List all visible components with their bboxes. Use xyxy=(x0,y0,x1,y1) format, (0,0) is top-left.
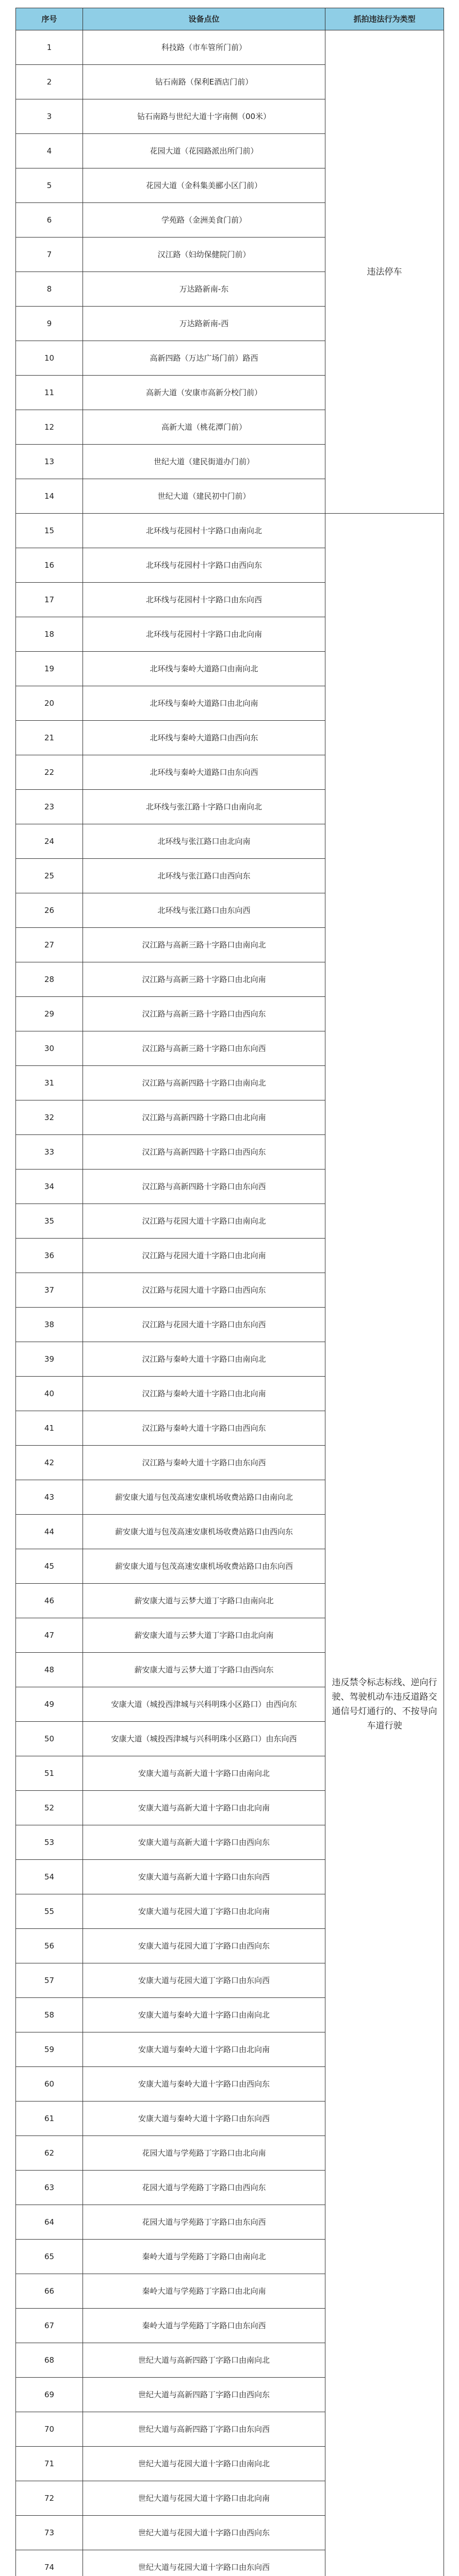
row-number: 73 xyxy=(16,2516,83,2550)
row-location: 薪安康大道与云梦大道丁字路口由南向北 xyxy=(83,1584,325,1618)
row-number: 25 xyxy=(16,859,83,893)
row-location: 学苑路（金洲美食门前） xyxy=(83,203,325,238)
row-number: 4 xyxy=(16,134,83,168)
row-location: 汉江路与高新三路十字路口由东向西 xyxy=(83,1031,325,1066)
row-location: 花园大道（花园路派出所门前） xyxy=(83,134,325,168)
row-location: 钻石南路与世纪大道十字南侧（00米） xyxy=(83,99,325,134)
row-number: 2 xyxy=(16,65,83,99)
row-number: 24 xyxy=(16,824,83,859)
row-location: 北环线与花园村十字路口由北向南 xyxy=(83,617,325,652)
header-no: 序号 xyxy=(16,8,83,30)
row-location: 汉江路与秦岭大道十字路口由西向东 xyxy=(83,1411,325,1446)
row-location: 世纪大道与花园大道十字路口由东向西 xyxy=(83,2550,325,2576)
row-location: 汉江路与秦岭大道十字路口由南向北 xyxy=(83,1342,325,1377)
row-number: 13 xyxy=(16,445,83,479)
row-location: 安康大道与秦岭大道十字路口由西向东 xyxy=(83,2067,325,2102)
row-number: 59 xyxy=(16,2032,83,2067)
row-number: 64 xyxy=(16,2205,83,2240)
row-number: 51 xyxy=(16,1756,83,1791)
row-number: 5 xyxy=(16,168,83,203)
row-location: 薪安康大道与包茂高速安康机场收费站路口由东向西 xyxy=(83,1549,325,1584)
row-number: 61 xyxy=(16,2102,83,2136)
row-number: 52 xyxy=(16,1791,83,1825)
row-number: 28 xyxy=(16,962,83,997)
row-number: 62 xyxy=(16,2136,83,2171)
row-location: 汉江路与高新四路十字路口由北向南 xyxy=(83,1100,325,1135)
row-number: 39 xyxy=(16,1342,83,1377)
row-number: 8 xyxy=(16,272,83,307)
row-location: 秦岭大道与学苑路丁字路口由东向西 xyxy=(83,2309,325,2343)
row-location: 北环线与秦岭大道路口由北向南 xyxy=(83,686,325,721)
row-number: 63 xyxy=(16,2171,83,2205)
row-number: 67 xyxy=(16,2309,83,2343)
row-location: 秦岭大道与学苑路丁字路口由南向北 xyxy=(83,2240,325,2274)
row-location: 钻石南路（保利E酒店门前） xyxy=(83,65,325,99)
row-number: 31 xyxy=(16,1066,83,1100)
row-location: 北环线与秦岭大道路口由西向东 xyxy=(83,721,325,755)
row-location: 世纪大道与高新四路丁字路口由东向西 xyxy=(83,2412,325,2447)
row-number: 45 xyxy=(16,1549,83,1584)
row-location: 北环线与张江路口由东向西 xyxy=(83,893,325,928)
row-location: 花园大道与学苑路丁字路口由东向西 xyxy=(83,2205,325,2240)
row-number: 49 xyxy=(16,1687,83,1722)
row-number: 60 xyxy=(16,2067,83,2102)
row-location: 安康大道与花园大道丁字路口由西向东 xyxy=(83,1929,325,1963)
row-location: 汉江路与秦岭大道十字路口由北向南 xyxy=(83,1377,325,1411)
row-location: 汉江路与高新四路十字路口由西向东 xyxy=(83,1135,325,1170)
row-number: 14 xyxy=(16,479,83,514)
row-number: 42 xyxy=(16,1446,83,1480)
row-location: 花园大道与学苑路丁字路口由北向南 xyxy=(83,2136,325,2171)
header-violation-type: 抓拍违法行为类型 xyxy=(325,8,444,30)
row-number: 44 xyxy=(16,1515,83,1549)
row-location: 北环线与花园村十字路口由南向北 xyxy=(83,514,325,548)
row-location: 薪安康大道与包茂高速安康机场收费站路口由南向北 xyxy=(83,1480,325,1515)
row-location: 世纪大道与高新四路丁字路口由西向东 xyxy=(83,2378,325,2412)
row-number: 33 xyxy=(16,1135,83,1170)
row-location: 安康大道（城投西津城与兴科明珠小区路口）由西向东 xyxy=(83,1687,325,1722)
row-number: 74 xyxy=(16,2550,83,2576)
row-number: 37 xyxy=(16,1273,83,1308)
table-header-row xyxy=(16,8,444,30)
row-number: 26 xyxy=(16,893,83,928)
row-number: 43 xyxy=(16,1480,83,1515)
row-location: 世纪大道与花园大道十字路口由西向东 xyxy=(83,2516,325,2550)
row-location: 汉江路与花园大道十字路口由南向北 xyxy=(83,1204,325,1239)
row-location: 汉江路（妇幼保健院门前） xyxy=(83,238,325,272)
row-number: 27 xyxy=(16,928,83,962)
row-number: 20 xyxy=(16,686,83,721)
row-number: 10 xyxy=(16,341,83,376)
row-location: 安康大道与高新大道十字路口由北向南 xyxy=(83,1791,325,1825)
row-location: 薪安康大道与云梦大道丁字路口由西向东 xyxy=(83,1653,325,1687)
row-location: 科技路（市车管所门前） xyxy=(83,30,325,65)
row-location: 安康大道与秦岭大道十字路口由南向北 xyxy=(83,1998,325,2032)
table-body xyxy=(16,30,444,2576)
row-number: 29 xyxy=(16,997,83,1031)
row-location: 安康大道与高新大道十字路口由南向北 xyxy=(83,1756,325,1791)
row-number: 12 xyxy=(16,410,83,445)
row-number: 9 xyxy=(16,307,83,341)
row-number: 68 xyxy=(16,2343,83,2378)
row-location: 北环线与张江路口由西向东 xyxy=(83,859,325,893)
device-table xyxy=(15,8,444,2576)
row-number: 30 xyxy=(16,1031,83,1066)
row-number: 66 xyxy=(16,2274,83,2309)
row-number: 21 xyxy=(16,721,83,755)
row-location: 汉江路与秦岭大道十字路口由东向西 xyxy=(83,1446,325,1480)
row-location: 安康大道与高新大道十字路口由西向东 xyxy=(83,1825,325,1860)
row-number: 58 xyxy=(16,1998,83,2032)
row-location: 万达路新南-东 xyxy=(83,272,325,307)
row-number: 69 xyxy=(16,2378,83,2412)
row-location: 秦岭大道与学苑路丁字路口由北向南 xyxy=(83,2274,325,2309)
row-location: 安康大道与花园大道丁字路口由东向西 xyxy=(83,1963,325,1998)
row-number: 19 xyxy=(16,652,83,686)
row-location: 高新大道（桃花潭门前） xyxy=(83,410,325,445)
row-location: 安康大道（城投西津城与兴科明珠小区路口）由东向西 xyxy=(83,1722,325,1756)
row-number: 38 xyxy=(16,1308,83,1342)
row-location: 北环线与花园村十字路口由西向东 xyxy=(83,548,325,583)
row-number: 3 xyxy=(16,99,83,134)
row-location: 北环线与张江路口由北向南 xyxy=(83,824,325,859)
row-number: 71 xyxy=(16,2447,83,2481)
row-location: 薪安康大道与包茂高速安康机场收费站路口由西向东 xyxy=(83,1515,325,1549)
row-location: 安康大道与高新大道十字路口由东向西 xyxy=(83,1860,325,1894)
row-location: 花园大道与学苑路丁字路口由西向东 xyxy=(83,2171,325,2205)
row-location: 汉江路与高新四路十字路口由南向北 xyxy=(83,1066,325,1100)
table-row xyxy=(16,30,444,65)
row-number: 40 xyxy=(16,1377,83,1411)
row-number: 53 xyxy=(16,1825,83,1860)
row-location: 汉江路与高新三路十字路口由北向南 xyxy=(83,962,325,997)
row-location: 汉江路与高新三路十字路口由西向东 xyxy=(83,997,325,1031)
row-number: 32 xyxy=(16,1100,83,1135)
row-location: 汉江路与高新三路十字路口由南向北 xyxy=(83,928,325,962)
row-location: 安康大道与花园大道丁字路口由北向南 xyxy=(83,1894,325,1929)
row-location: 汉江路与花园大道十字路口由西向东 xyxy=(83,1273,325,1308)
row-number: 55 xyxy=(16,1894,83,1929)
row-number: 57 xyxy=(16,1963,83,1998)
table-row xyxy=(16,514,444,548)
row-location: 世纪大道与花园大道十字路口由南向北 xyxy=(83,2447,325,2481)
row-number: 1 xyxy=(16,30,83,65)
row-location: 世纪大道与花园大道十字路口由北向南 xyxy=(83,2481,325,2516)
row-number: 46 xyxy=(16,1584,83,1618)
row-number: 65 xyxy=(16,2240,83,2274)
row-number: 48 xyxy=(16,1653,83,1687)
row-number: 16 xyxy=(16,548,83,583)
row-location: 北环线与秦岭大道路口由东向西 xyxy=(83,755,325,790)
row-location: 汉江路与花园大道十字路口由北向南 xyxy=(83,1239,325,1273)
row-location: 汉江路与高新四路十字路口由东向西 xyxy=(83,1170,325,1204)
row-location: 万达路新南-西 xyxy=(83,307,325,341)
row-number: 15 xyxy=(16,514,83,548)
row-number: 50 xyxy=(16,1722,83,1756)
row-location: 高新大道（安康市高新分校门前） xyxy=(83,376,325,410)
row-location: 世纪大道（建民初中门前） xyxy=(83,479,325,514)
row-location: 高新四路（万达广场门前）路西 xyxy=(83,341,325,376)
row-number: 47 xyxy=(16,1618,83,1653)
row-location: 北环线与张江路十字路口由南向北 xyxy=(83,790,325,824)
row-number: 11 xyxy=(16,376,83,410)
row-number: 34 xyxy=(16,1170,83,1204)
row-number: 18 xyxy=(16,617,83,652)
row-number: 6 xyxy=(16,203,83,238)
violation-type-cell: 违法停车 xyxy=(325,30,444,514)
row-location: 世纪大道（建民街道办门前） xyxy=(83,445,325,479)
row-number: 35 xyxy=(16,1204,83,1239)
row-number: 54 xyxy=(16,1860,83,1894)
row-location: 北环线与秦岭大道路口由南向北 xyxy=(83,652,325,686)
row-number: 23 xyxy=(16,790,83,824)
header-location: 设备点位 xyxy=(83,8,325,30)
row-number: 7 xyxy=(16,238,83,272)
row-location: 安康大道与秦岭大道十字路口由东向西 xyxy=(83,2102,325,2136)
row-number: 72 xyxy=(16,2481,83,2516)
row-location: 世纪大道与高新四路丁字路口由南向北 xyxy=(83,2343,325,2378)
row-location: 花园大道（金科集美郦小区门前） xyxy=(83,168,325,203)
violation-type-cell: 违反禁令标志标线、逆向行驶、驾驶机动车违反道路交通信号灯通行的、不按导向车道行驶 xyxy=(325,514,444,2576)
row-location: 北环线与花园村十字路口由东向西 xyxy=(83,583,325,617)
row-number: 56 xyxy=(16,1929,83,1963)
row-location: 汉江路与花园大道十字路口由东向西 xyxy=(83,1308,325,1342)
row-number: 17 xyxy=(16,583,83,617)
row-number: 22 xyxy=(16,755,83,790)
row-number: 70 xyxy=(16,2412,83,2447)
row-location: 薪安康大道与云梦大道丁字路口由北向南 xyxy=(83,1618,325,1653)
row-number: 41 xyxy=(16,1411,83,1446)
row-number: 36 xyxy=(16,1239,83,1273)
row-location: 安康大道与秦岭大道十字路口由北向南 xyxy=(83,2032,325,2067)
